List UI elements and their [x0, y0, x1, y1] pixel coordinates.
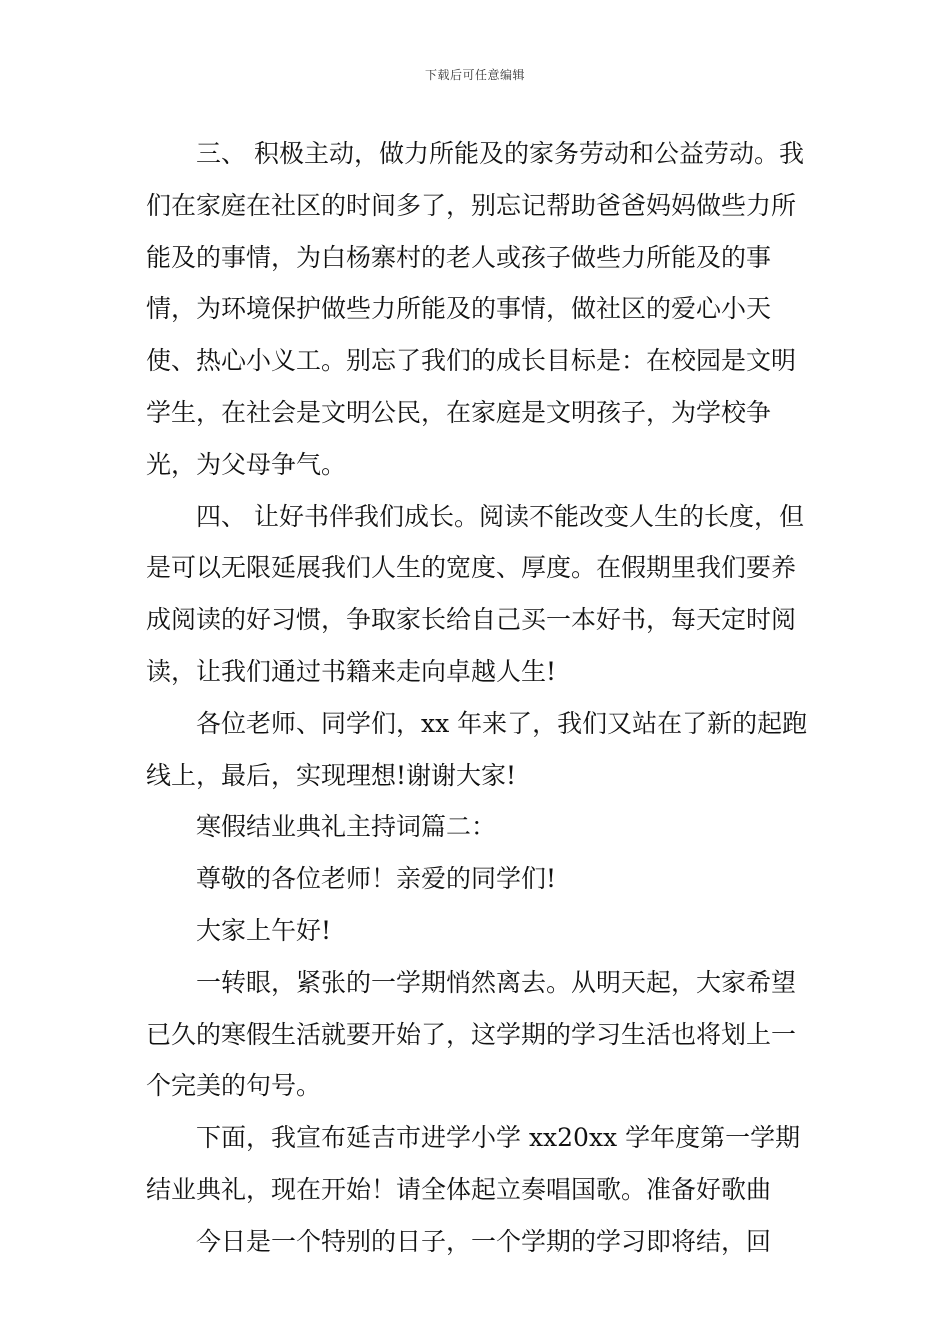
paragraph-3: 三、 积极主动，做力所能及的家务劳动和公益劳动。我们在家庭在社区的时间多了，别忘记帮助爸爸妈妈做些力所能及的事情，为白杨寨村的老人或孩子做些力所能及的事情，为环境保护做些力所能及的事情，做社区的爱心小天使、热心小义工。别忘了我们的成长目标是：在校园是文明学生，在社会是文明公民，在家庭是文明孩子，为学校争光，为父母争气。 [146, 139, 804, 479]
greeting-salutation: 尊敬的各位老师！亲爱的同学们! [196, 864, 557, 894]
document-body [146, 128, 808, 1268]
greeting-morning: 大家上午好! [196, 915, 332, 945]
paragraph-intro: 一转眼，紧张的一学期悄然离去。从明天起，大家希望已久的寒假生活就要开始了，这学期的学习生活也将划上一个完美的句号。 [146, 967, 797, 1101]
paragraph-closing: 各位老师、同学们，xx 年来了，我们又站在了新的起跑线上，最后，实现理想!谢谢大家! [146, 708, 808, 790]
paragraph-announcement: 下面，我宣布延吉市进学小学 xx20xx 学年度第一学期结业典礼，现在开始！请全体起立奏唱国歌。准备好歌曲 [146, 1123, 801, 1204]
paragraph-special-day: 今日是一个特别的日子，一个学期的学习即将结，回 [196, 1226, 772, 1256]
section-heading: 寒假结业典礼主持词篇二： [196, 812, 497, 842]
page-header: 下载后可任意编辑 [424, 68, 525, 82]
paragraph-4: 四、 让好书伴我们成长。阅读不能改变人生的长度，但是可以无限延展我们人生的宽度、厚度。在假期里我们要养成阅读的好习惯，争取家长给自己买一本好书，每天定时阅读，让我们通过书籍来走向卓越人生! [146, 501, 804, 686]
